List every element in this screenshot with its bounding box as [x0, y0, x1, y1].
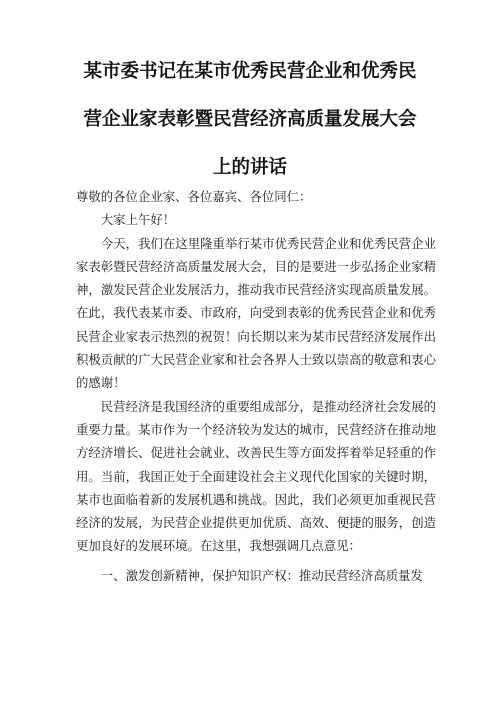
document-title-line-2: 营企业家表彰暨民营经济高质量发展大会 [83, 109, 417, 130]
paragraph-1: 今天，我们在这里隆重举行某市优秀民营企业和优秀民营企业家表彰暨民营经济高质量发展大会，目的是要进一步弘扬企业家精神，激发民营企业发展活力，推动我市民营经济实现高质量发展。在此，我代表某市委、市政府，向受到表彰的优秀民营企业和优秀民营企业家表示热烈的祝贺！向长期以来为某市民营经济发展作出积极贡献的广大民营企业家和社会各界人士致以崇高的敬意和衷心的感谢！ [76, 235, 436, 391]
document-body [76, 185, 436, 587]
greeting: 大家上午好！ [100, 212, 176, 228]
salutation: 尊敬的各位企业家、各位嘉宾、各位同仁： [76, 189, 312, 204]
paragraph-2: 民营经济是我国经济的重要组成部分，是推动经济社会发展的重要力量。某市作为一个经济较为发达的城市，民营经济在推动地方经济增长、促进社会就业、改善民生等方面发挥着举足轻重的作用。当前，我国正处于全面建设社会主义现代化国家的关键时期，某市也面临着新的发展机遇和挑战。因此，我们必须更加重视民营经济的发展，为民营企业提供更加优质、高效、便捷的服务，创造更加良好的发展环境。在这里，我想强调几点意见： [76, 398, 436, 554]
section-heading-1: 一、激发创新精神，保护知识产权：推动民营经济高质量发 [100, 567, 423, 583]
document-title-line-1: 某市委书记在某市优秀民营企业和优秀民 [83, 61, 417, 82]
document-title-line-3: 上的讲话 [212, 157, 287, 178]
